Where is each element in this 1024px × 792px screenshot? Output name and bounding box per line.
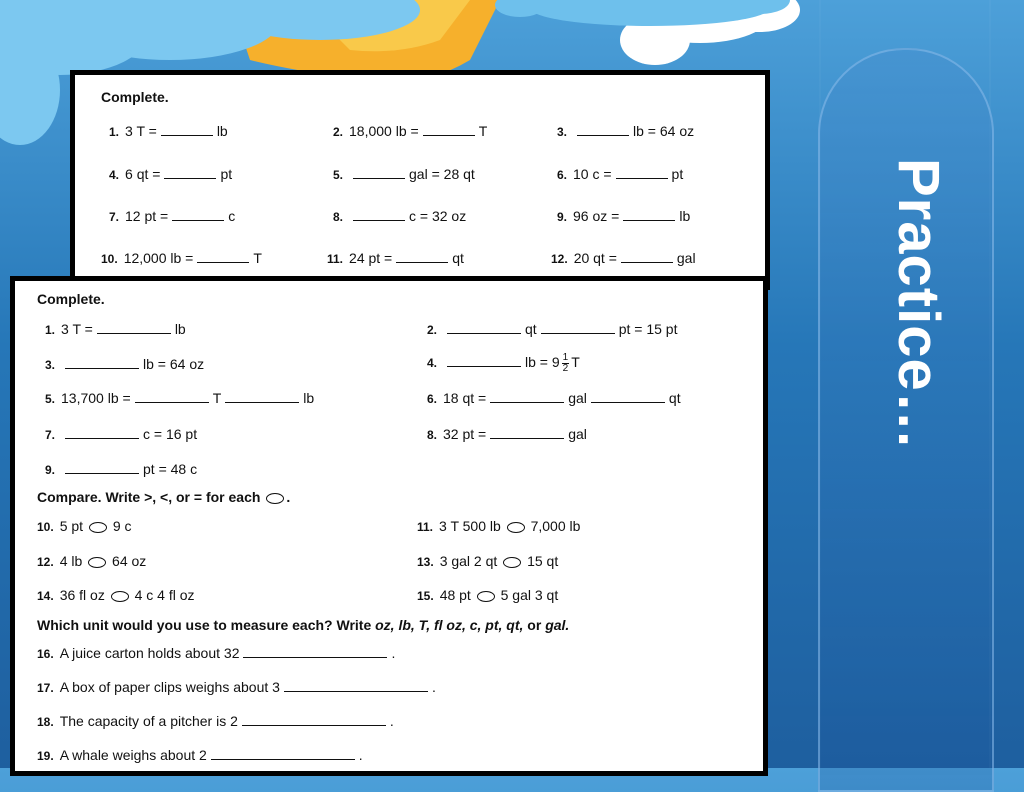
problem-11: 11. 3 T 500 lb 7,000 lb: [417, 518, 581, 534]
answer-blank[interactable]: [490, 391, 564, 403]
answer-blank[interactable]: [577, 124, 629, 136]
answer-blank[interactable]: [447, 355, 521, 367]
problem-3: 3. lb = 64 oz: [45, 356, 205, 372]
problem-2: 2. qt pt = 15 pt: [427, 321, 678, 337]
problem-10: 10. 5 pt 9 c: [37, 518, 132, 534]
problem-7: 7. c = 16 pt: [45, 426, 198, 442]
problem-18: 18. The capacity of a pitcher is 2 .: [37, 713, 394, 729]
comparison-circle-icon: [266, 493, 284, 504]
problem-2: 2. 18,000 lb = T: [333, 123, 488, 139]
problem-15: 15. 48 pt 5 gal 3 qt: [417, 587, 559, 603]
problem-3: 3. lb = 64 oz: [557, 123, 695, 139]
problem-1: 1. 3 T = lb: [45, 321, 186, 337]
comparison-circle[interactable]: [88, 557, 106, 568]
problem-7: 7. 12 pt = c: [109, 208, 236, 224]
comparison-circle[interactable]: [89, 522, 107, 533]
answer-blank[interactable]: [490, 427, 564, 439]
problem-13: 13. 3 gal 2 qt 15 qt: [417, 553, 559, 569]
problem-5: 5. gal = 28 qt: [333, 166, 475, 182]
answer-blank[interactable]: [284, 680, 428, 692]
problem-1: 1. 3 T = lb: [109, 123, 228, 139]
answer-blank[interactable]: [447, 322, 521, 334]
worksheet-heading: Complete.: [101, 89, 169, 105]
cloud-shape: [620, 0, 800, 65]
comparison-circle[interactable]: [111, 591, 129, 602]
answer-blank[interactable]: [164, 167, 216, 179]
problem-6: 6. 18 qt = gal qt: [427, 390, 681, 406]
problem-6: 6. 10 c = pt: [557, 166, 684, 182]
answer-blank[interactable]: [225, 391, 299, 403]
title-panel: [818, 48, 994, 792]
answer-blank[interactable]: [396, 251, 448, 263]
answer-blank[interactable]: [423, 124, 475, 136]
problem-12: 12. 4 lb 64 oz: [37, 553, 147, 569]
answer-blank[interactable]: [211, 748, 355, 760]
worksheet-top: [70, 70, 770, 290]
unit-heading: Which unit would you use to measure each? Write oz, lb, T, fl oz, c, pt, qt, or gal.: [37, 617, 570, 633]
cloud-shape: [495, 0, 790, 26]
problem-14: 14. 36 fl oz 4 c 4 fl oz: [37, 587, 195, 603]
answer-blank[interactable]: [242, 714, 386, 726]
answer-blank[interactable]: [353, 167, 405, 179]
problem-16: 16. A juice carton holds about 32 .: [37, 645, 396, 661]
answer-blank[interactable]: [616, 167, 668, 179]
answer-blank[interactable]: [65, 462, 139, 474]
problem-19: 19. A whale weighs about 2 .: [37, 747, 363, 763]
answer-blank[interactable]: [172, 209, 224, 221]
problem-9: 9. 96 oz = lb: [557, 208, 691, 224]
answer-blank[interactable]: [65, 357, 139, 369]
answer-blank[interactable]: [97, 322, 171, 334]
answer-blank[interactable]: [161, 124, 213, 136]
problem-10: 10. 12,000 lb = T: [101, 250, 262, 266]
answer-blank[interactable]: [621, 251, 673, 263]
comparison-circle[interactable]: [507, 522, 525, 533]
problem-11: 11. 24 pt = qt: [327, 250, 464, 266]
answer-blank[interactable]: [135, 391, 209, 403]
worksheet-heading: Complete.: [37, 291, 105, 307]
comparison-circle[interactable]: [477, 591, 495, 602]
problem-9: 9. pt = 48 c: [45, 461, 198, 477]
problem-12: 12. 20 qt = gal: [551, 250, 696, 266]
answer-blank[interactable]: [65, 427, 139, 439]
answer-blank[interactable]: [623, 209, 675, 221]
problem-5: 5. 13,700 lb = T lb: [45, 390, 315, 406]
answer-blank[interactable]: [353, 209, 405, 221]
problem-8: 8. c = 32 oz: [333, 208, 467, 224]
problem-8: 8. 32 pt = gal: [427, 426, 587, 442]
problem-4: 4. lb = 9 $\frac{1}{2}$ T: [427, 352, 580, 374]
answer-blank[interactable]: [591, 391, 665, 403]
comparison-circle[interactable]: [503, 557, 521, 568]
answer-blank[interactable]: [197, 251, 249, 263]
problem-17: 17. A box of paper clips weighs about 3 .: [37, 679, 436, 695]
slide-title-wrap: [820, 158, 992, 518]
compare-heading: Compare. Write >, <, or = for each .: [37, 489, 291, 505]
answer-blank[interactable]: [541, 322, 615, 334]
fraction-one-half: $\frac{1}{2}$: [562, 352, 569, 374]
answer-blank[interactable]: [243, 646, 387, 658]
problem-4: 4. 6 qt = pt: [109, 166, 233, 182]
worksheet-bottom: [10, 276, 768, 776]
slide-title: Practice…: [886, 158, 951, 451]
